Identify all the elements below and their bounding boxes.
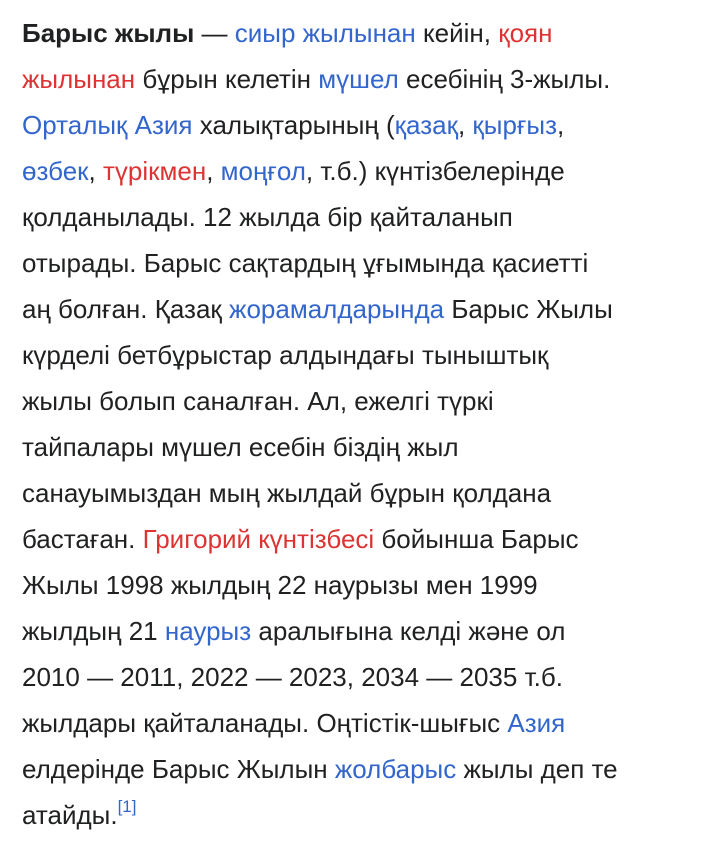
text-line [22, 608, 702, 654]
text-segment: , т.б.) күнтізбелерінде [305, 156, 565, 186]
link-nauryz[interactable]: наурыз [164, 616, 252, 646]
text-segment: — [194, 18, 235, 48]
link-zholbarys[interactable]: жолбарыс [334, 754, 457, 784]
text-segment: халықтарының ( [192, 110, 395, 140]
link-aziya[interactable]: Азия [507, 708, 566, 738]
text-line: тайпалары мүшел есебін біздің жыл [22, 432, 459, 462]
link-turkmen[interactable]: түрікмен [102, 156, 207, 186]
text-line [22, 700, 702, 746]
text-line [22, 746, 702, 792]
text-segment: бастаған. [22, 524, 143, 554]
text-segment: Барыс Жылы [444, 294, 613, 324]
text-line: отырады. Барыс сақтардың ұғымында қасиетті [22, 248, 589, 278]
link-zhoramal[interactable]: жорамалдарында [229, 294, 445, 324]
text-line [22, 10, 702, 56]
text-line: күрделі бетбұрыстар алдындағы тыныштық [22, 340, 549, 370]
text-line: жылы болып саналған. Ал, ежелгі түркі [22, 386, 494, 416]
link-koyan-jyly-cont[interactable]: жылынан [22, 64, 136, 94]
text-line: 2010 — 2011, 2022 — 2023, 2034 — 2035 т.б. [22, 662, 563, 692]
text-segment: атайды. [22, 800, 118, 830]
text-line [22, 792, 702, 838]
article-title-term: Барыс жылы [22, 18, 195, 48]
text-segment: кейін, [415, 18, 499, 48]
text-line [22, 516, 702, 562]
text-line [22, 102, 702, 148]
text-line: Жылы 1998 жылдың 22 наурызы мен 1999 [22, 570, 538, 600]
link-mushel[interactable]: мүшел [318, 64, 399, 94]
reference-link[interactable]: [1] [117, 797, 137, 816]
text-line [22, 286, 702, 332]
article-paragraph [22, 10, 702, 838]
link-kazak[interactable]: қазақ [394, 110, 458, 140]
link-grigoriy-kuntizbesi[interactable]: Григорий күнтізбесі [142, 524, 375, 554]
text-segment: елдерінде Барыс Жылын [22, 754, 335, 784]
text-line: қолданылады. 12 жылда бір қайталанып [22, 202, 513, 232]
link-siyr-jyly[interactable]: сиыр жылынан [234, 18, 416, 48]
text-segment: жылдың 21 [22, 616, 165, 646]
link-ortalyk-aziya[interactable]: Орталық Азия [22, 110, 193, 140]
link-mongol[interactable]: моңғол [220, 156, 306, 186]
text-segment: бұрын келетін [135, 64, 319, 94]
text-segment: аралығына келді және ол [251, 616, 566, 646]
text-line [22, 56, 702, 102]
text-segment: , [88, 156, 103, 186]
text-segment: аң болған. Қазақ [22, 294, 230, 324]
text-segment: бойынша Барыс [374, 524, 579, 554]
text-segment: , [206, 156, 221, 186]
link-ozbek[interactable]: өзбек [22, 156, 89, 186]
link-kyrgyz[interactable]: қырғыз [472, 110, 558, 140]
text-segment: , [457, 110, 473, 140]
text-segment: есебінің 3-жылы. [398, 64, 611, 94]
text-line [22, 148, 702, 194]
text-segment: жылдары қайталанады. Оңтістік-шығыс [22, 708, 508, 738]
text-segment: , [557, 110, 565, 140]
text-line: санауымыздан мың жылдай бұрын қолдана [22, 478, 552, 508]
text-segment: жылы деп те [456, 754, 618, 784]
link-koyan-jyly[interactable]: қоян [498, 18, 553, 48]
